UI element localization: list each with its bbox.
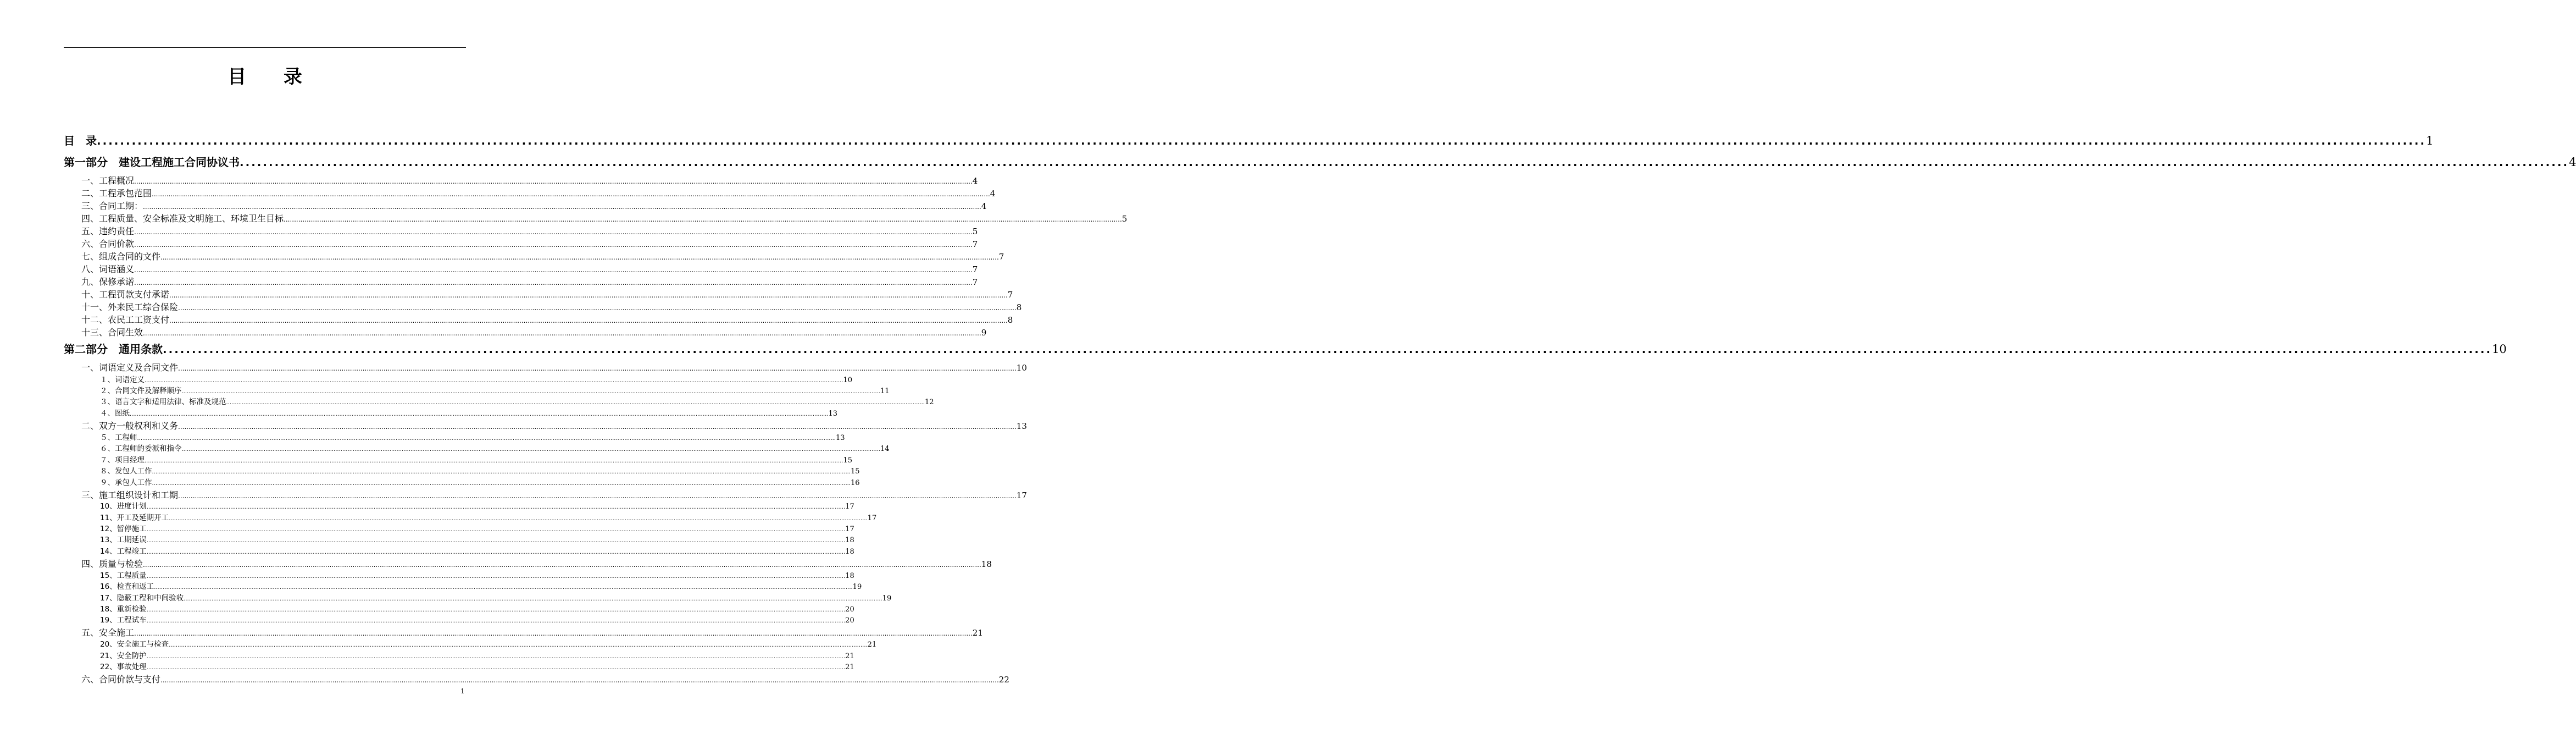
toc-entry-page: 18 bbox=[845, 548, 854, 556]
toc-entry-title: 11、开工及延期开工 bbox=[100, 514, 169, 522]
toc-entry-page: 22 bbox=[998, 675, 1009, 685]
toc-entry-page: 4 bbox=[2569, 156, 2576, 169]
toc-entry[interactable] bbox=[100, 373, 853, 384]
toc-entry-title: 五、安全施工 bbox=[81, 627, 135, 638]
toc-leader-dots: ................................................................................................................................................................................................................................................................................................................................................................................................................ bbox=[284, 216, 1122, 223]
toc-entry-page: 13 bbox=[835, 434, 845, 442]
toc-entry-title: 12、暂停施工 bbox=[100, 525, 147, 533]
toc-leader-dots: ................................................................................................................................................................................................................................................................................................................................................................................................................ bbox=[169, 317, 1008, 324]
toc-leader-dots: ................................................................................................................................................................................................................................................................................................................................................................................................................ bbox=[169, 291, 1008, 299]
toc-entry-title: 九、保修承诺 bbox=[81, 277, 135, 287]
toc-entry[interactable] bbox=[100, 603, 854, 614]
toc-entry-page: 7 bbox=[972, 277, 978, 287]
toc-entry-page: 10 bbox=[2492, 343, 2507, 356]
toc-entry-page: 15 bbox=[850, 467, 860, 476]
toc-leader-dots: ................................................................................................................................................................................................................................................................................................................................................................................................................ bbox=[169, 516, 868, 522]
toc-entry-title: 十三、合同生效 bbox=[81, 327, 143, 338]
toc-entry-title: 14、工程竣工 bbox=[100, 547, 147, 556]
toc-entry[interactable] bbox=[100, 476, 860, 487]
toc-leader-dots: ................................................................................................................................................................................................................................................................................................................................................................................................................ bbox=[143, 329, 981, 337]
toc-entry[interactable] bbox=[81, 186, 996, 199]
toc-leader-dots: ................................................................................................................................................................................................................................................................................................................................................................................................................ bbox=[146, 654, 846, 660]
toc-leader-dots: ................................................................................................................................................................................................................................................................................................................................................................................................................ bbox=[169, 642, 868, 648]
toc-leader-dots: ................................................................................................................................................................................................................................................................................................................................................................................................................ bbox=[152, 190, 990, 198]
toc-leader-dots: ................................................................................................................................................................................................................................................................................................................................................................................................................ bbox=[146, 607, 846, 613]
toc-entry-title: 三、合同工期： bbox=[81, 201, 143, 211]
toc-entry-title: 四、工程质量、安全标准及文明施工、环境卫生目标 bbox=[81, 213, 284, 224]
toc-entry-page: 17 bbox=[845, 525, 854, 533]
toc-entry-page: 7 bbox=[972, 264, 978, 274]
toc-entry-title: 十二、农民工工资支付 bbox=[81, 315, 170, 325]
toc-entry-title: 六、合同价款 bbox=[81, 239, 135, 249]
toc-entry[interactable] bbox=[100, 649, 854, 660]
toc-entry-page: 15 bbox=[843, 456, 853, 465]
toc-entry-title: 十、工程罚款支付承诺 bbox=[81, 289, 170, 300]
toc-entry-page: 21 bbox=[845, 652, 854, 660]
toc-leader-dots: ................................................................................................................................................................................................................................................................................................................................................................................................................ bbox=[143, 203, 981, 211]
toc-entry-page: 21 bbox=[845, 663, 854, 671]
toc-entry-title: 六、合同价款与支付 bbox=[81, 674, 161, 685]
toc-entry-page: 17 bbox=[1016, 490, 1027, 500]
toc-entry-title: 16、检查和返工 bbox=[100, 582, 154, 591]
toc-entry[interactable] bbox=[100, 580, 862, 591]
toc-entry-page: 20 bbox=[845, 605, 854, 614]
toc-entry-page: 19 bbox=[882, 594, 892, 603]
toc-entry[interactable] bbox=[81, 275, 978, 288]
toc-entry-title: ２、合同文件及解释顺序 bbox=[100, 387, 182, 395]
toc-entry-page: 10 bbox=[843, 376, 853, 384]
toc-leader-dots: ................................................................................................................................................................................................................................................................................................................................................................................................................ bbox=[146, 618, 846, 624]
toc-entry[interactable] bbox=[81, 174, 978, 186]
toc-entry-page: 11 bbox=[880, 387, 890, 395]
toc-entry-page: 18 bbox=[981, 559, 992, 569]
toc-leader-dots: ................................................................................................................................................................................................................................................................................................................................................................................................................ bbox=[181, 446, 880, 453]
toc-leader-dots: ................................................................................................................................................................................................................................................................................................................................................................................................................ bbox=[134, 178, 973, 185]
toc-entry[interactable] bbox=[100, 407, 838, 418]
toc-entry[interactable] bbox=[81, 557, 992, 570]
toc-entry[interactable] bbox=[100, 533, 854, 544]
toc-entry[interactable] bbox=[81, 488, 1027, 501]
toc-entry[interactable] bbox=[100, 522, 854, 533]
toc-leader-dots: ................................................................................................................................................................................................................................................................................................................................................................................................................ bbox=[146, 573, 846, 580]
toc-entry-title: ５、工程师 bbox=[100, 433, 137, 442]
toc-leader-dots: ................................................................................................................................................................................................................................................................................................................................................................................................................ bbox=[178, 492, 1017, 500]
toc-entry[interactable] bbox=[64, 340, 2507, 356]
toc-leader-dots: ................................................................................................................................................................................................................................................................................................................................................................................................................ bbox=[154, 584, 853, 591]
toc-entry[interactable] bbox=[81, 626, 983, 638]
toc-leader-dots: ................................................................................................................................................................................................................................................................................................................................................................................................................ bbox=[152, 469, 851, 475]
toc-entry[interactable] bbox=[81, 361, 1027, 373]
toc-entry-title: ３、语言文字和适用法律、标准及规范 bbox=[100, 398, 226, 406]
toc-leader-dots: ................................................................................................................................................................................................................................................................................................................................................................................................................ bbox=[240, 156, 2569, 169]
toc-entry-title: ７、项目经理 bbox=[100, 456, 145, 465]
toc-entry-page: 20 bbox=[845, 616, 854, 625]
toc-entry[interactable] bbox=[81, 672, 1009, 685]
toc-entry-title: １、词语定义 bbox=[100, 376, 145, 384]
toc-entry-page: 7 bbox=[998, 252, 1004, 262]
toc-entry-title: 22、事故处理 bbox=[100, 663, 147, 671]
toc-leader-dots: ................................................................................................................................................................................................................................................................................................................................................................................................................ bbox=[146, 549, 846, 555]
toc-entry-page: 4 bbox=[981, 201, 987, 211]
toc-entry-page: 8 bbox=[1007, 315, 1013, 325]
toc-entry[interactable] bbox=[100, 614, 854, 625]
toc-entry[interactable] bbox=[81, 313, 1013, 326]
toc-entry[interactable] bbox=[81, 300, 1022, 313]
toc-entry[interactable] bbox=[100, 442, 890, 453]
toc-leader-dots: ................................................................................................................................................................................................................................................................................................................................................................................................................ bbox=[134, 266, 973, 274]
toc-entry-title: ９、承包人工作 bbox=[100, 478, 152, 487]
toc-entry[interactable] bbox=[81, 419, 1027, 432]
toc-entry-title: 17、隐蔽工程和中间验收 bbox=[100, 594, 184, 603]
toc-entry-title: ６、工程师的委派和指令 bbox=[100, 444, 182, 453]
toc-entry-title: 18、重新检验 bbox=[100, 605, 147, 614]
toc-leader-dots: ................................................................................................................................................................................................................................................................................................................................................................................................................ bbox=[146, 527, 846, 533]
toc-leader-dots: ................................................................................................................................................................................................................................................................................................................................................................................................................ bbox=[146, 538, 846, 544]
toc-leader-dots: ................................................................................................................................................................................................................................................................................................................................................................................................................ bbox=[134, 241, 973, 249]
toc-entry-title: 五、违约责任 bbox=[81, 226, 135, 236]
toc-leader-dots: ................................................................................................................................................................................................................................................................................................................................................................................................................ bbox=[226, 400, 925, 406]
header-rule bbox=[64, 47, 466, 48]
toc-entry-page: 7 bbox=[1007, 290, 1013, 300]
toc-leader-dots: ................................................................................................................................................................................................................................................................................................................................................................................................................ bbox=[178, 365, 1017, 372]
toc-entry-page: 1 bbox=[2426, 134, 2434, 147]
toc-entry-page: 17 bbox=[867, 514, 877, 522]
toc-entry-title: 一、词语定义及合同文件 bbox=[81, 362, 179, 373]
toc-leader-dots: ................................................................................................................................................................................................................................................................................................................................................................................................................ bbox=[137, 435, 836, 442]
toc-entry-title: 八、词语涵义 bbox=[81, 264, 135, 274]
toc-entry[interactable] bbox=[100, 638, 877, 649]
toc-entry[interactable] bbox=[64, 132, 2434, 148]
toc-leader-dots: ................................................................................................................................................................................................................................................................................................................................................................................................................ bbox=[143, 561, 981, 569]
toc-entry-page: 4 bbox=[972, 176, 978, 186]
toc-entry-title: 二、工程承包范围 bbox=[81, 188, 152, 198]
toc-entry-page: 21 bbox=[972, 628, 983, 638]
toc-entry[interactable] bbox=[81, 212, 1128, 224]
toc-entry[interactable] bbox=[100, 569, 854, 580]
toc-entry-page: 8 bbox=[1016, 302, 1022, 312]
toc-entry[interactable] bbox=[100, 395, 934, 406]
toc-entry-page: 10 bbox=[1016, 363, 1027, 373]
toc-entry-title: 10、进度计划 bbox=[100, 502, 147, 511]
toc-entry-page: 5 bbox=[1122, 214, 1128, 224]
toc-entry-title: 二、双方一般权利和义务 bbox=[81, 421, 179, 431]
toc-entry[interactable] bbox=[81, 262, 978, 275]
toc-entry-title: 15、工程质量 bbox=[100, 571, 147, 580]
toc-entry-page: 14 bbox=[880, 445, 890, 453]
toc-leader-dots: ................................................................................................................................................................................................................................................................................................................................................................................................................ bbox=[134, 228, 973, 236]
toc-entry[interactable] bbox=[100, 511, 877, 522]
toc-entry-page: 9 bbox=[981, 328, 987, 338]
toc-entry[interactable] bbox=[100, 545, 854, 556]
toc-entry[interactable] bbox=[100, 431, 845, 442]
toc-entry[interactable] bbox=[81, 250, 1004, 262]
toc-entry-page: 4 bbox=[990, 189, 996, 198]
toc-leader-dots: ................................................................................................................................................................................................................................................................................................................................................................................................................ bbox=[160, 253, 999, 261]
toc-entry-page: 5 bbox=[972, 227, 978, 236]
toc-entry[interactable] bbox=[64, 153, 2576, 169]
toc-leader-dots: ................................................................................................................................................................................................................................................................................................................................................................................................................ bbox=[163, 343, 2492, 356]
toc-leader-dots: ................................................................................................................................................................................................................................................................................................................................................................................................................ bbox=[145, 458, 843, 464]
toc-entry-title: ８、发包人工作 bbox=[100, 467, 152, 476]
toc-entry-title: 20、安全施工与检查 bbox=[100, 640, 169, 649]
toc-entry-page: 16 bbox=[850, 479, 860, 487]
toc-entry[interactable] bbox=[81, 237, 978, 250]
toc-entry-page: 13 bbox=[1016, 421, 1027, 431]
toc-entry-page: 13 bbox=[828, 410, 838, 418]
toc-entry-page: 12 bbox=[924, 398, 934, 406]
toc-leader-dots: ................................................................................................................................................................................................................................................................................................................................................................................................................ bbox=[178, 423, 1017, 431]
toc-entry-title: 七、组成合同的文件 bbox=[81, 251, 161, 262]
toc-entry[interactable] bbox=[100, 454, 853, 465]
toc-entry-page: 19 bbox=[852, 583, 862, 591]
toc-entry-title: 21、安全防护 bbox=[100, 652, 147, 660]
toc-leader-dots: ................................................................................................................................................................................................................................................................................................................................................................................................................ bbox=[130, 411, 829, 417]
toc-leader-dots: ................................................................................................................................................................................................................................................................................................................................................................................................................ bbox=[134, 630, 973, 637]
toc-leader-dots: ................................................................................................................................................................................................................................................................................................................................................................................................................ bbox=[97, 134, 2427, 147]
toc-entry-title: 三、施工组织设计和工期 bbox=[81, 490, 179, 500]
toc-entry-page: 7 bbox=[972, 239, 978, 249]
toc-leader-dots: ................................................................................................................................................................................................................................................................................................................................................................................................................ bbox=[184, 596, 882, 602]
toc-entry[interactable] bbox=[100, 465, 860, 476]
toc-entry-title: ４、图纸 bbox=[100, 409, 130, 418]
toc-entry-title: 一、工程概况 bbox=[81, 175, 135, 186]
toc-leader-dots: ................................................................................................................................................................................................................................................................................................................................................................................................................ bbox=[145, 378, 843, 384]
toc-leader-dots: ................................................................................................................................................................................................................................................................................................................................................................................................................ bbox=[134, 279, 973, 286]
toc-entry-title: 十一、外来民工综合保险 bbox=[81, 302, 179, 312]
toc-entry[interactable] bbox=[81, 288, 1013, 300]
toc-entry[interactable] bbox=[81, 224, 978, 237]
toc-leader-dots: ................................................................................................................................................................................................................................................................................................................................................................................................................ bbox=[146, 504, 846, 510]
toc-entry-title: 目 录 bbox=[64, 134, 97, 147]
toc-leader-dots: ................................................................................................................................................................................................................................................................................................................................................................................................................ bbox=[160, 676, 999, 684]
toc-entry-page: 17 bbox=[845, 503, 854, 511]
toc-entry[interactable] bbox=[100, 384, 890, 395]
toc-leader-dots: ................................................................................................................................................................................................................................................................................................................................................................................................................ bbox=[178, 304, 1017, 312]
toc-entry[interactable] bbox=[100, 592, 892, 603]
toc-entry[interactable] bbox=[100, 500, 854, 511]
page-title: 目 录 bbox=[227, 66, 318, 88]
toc-entry-title: 四、质量与检验 bbox=[81, 559, 143, 569]
toc-entry-page: 21 bbox=[867, 641, 877, 649]
toc-entry-title: 19、工程试车 bbox=[100, 616, 147, 625]
toc-entry-title: 第二部分 通用条款 bbox=[64, 343, 163, 356]
toc-entry-title: 13、工期延误 bbox=[100, 536, 147, 544]
toc-entry[interactable] bbox=[81, 199, 987, 212]
toc-leader-dots: ................................................................................................................................................................................................................................................................................................................................................................................................................ bbox=[146, 665, 846, 671]
toc-entry-title: 第一部分 建设工程施工合同协议书 bbox=[64, 156, 240, 169]
toc-entry-page: 18 bbox=[845, 572, 854, 580]
toc-entry[interactable] bbox=[81, 326, 987, 338]
toc-leader-dots: ................................................................................................................................................................................................................................................................................................................................................................................................................ bbox=[181, 389, 880, 395]
page-number: 1 bbox=[460, 687, 465, 695]
toc-leader-dots: ................................................................................................................................................................................................................................................................................................................................................................................................................ bbox=[152, 481, 851, 487]
toc-entry-page: 18 bbox=[845, 536, 854, 544]
toc-entry[interactable] bbox=[100, 660, 854, 671]
